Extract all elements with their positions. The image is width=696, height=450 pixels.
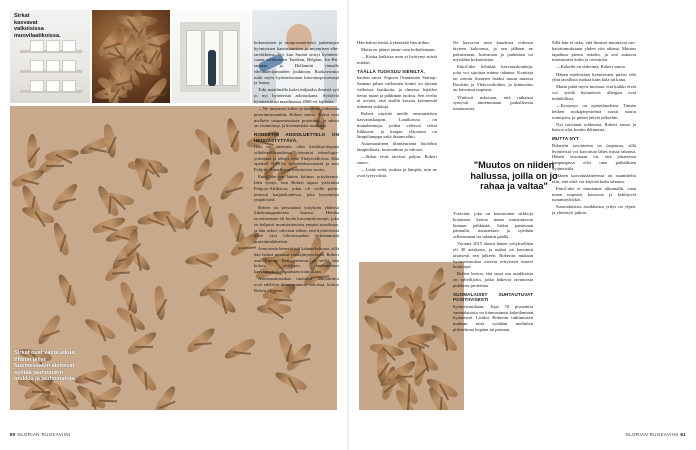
folio-left — [10, 432, 71, 437]
photo-incubator-room — [172, 10, 250, 103]
cricket-shape — [412, 292, 427, 327]
article-column-4 — [552, 40, 636, 412]
column-1-intro — [254, 40, 339, 129]
article-paragraph: —Sirkat eivät tarvitse paljon, Robert sanoo. — [357, 154, 437, 166]
column-2-body — [357, 75, 437, 178]
photo-crickets-small — [359, 262, 464, 410]
cricket-leg-shape — [194, 342, 212, 345]
column-2-intro — [357, 40, 437, 66]
article-paragraph: Sillä hän ei usko, että ihmiset muuttavat ruokatottumuksiaan yhden yön aikana. Muutos tapahtuu pienin askelin, ja sitä auttavat innostuneet kokit ja ravintolat. — [552, 40, 636, 63]
article-paragraph: hyönteisruokaan. Jopa 70 prosenttia suomalaisista on kiinnostunut kokeilemaan hyönteisiä. Lisäksi Robertin tutkimusten mukaan niitä syödään mieluiten piilotettuna leipään tai pastaan. — [453, 303, 533, 332]
cricket-shape — [102, 124, 118, 159]
article-paragraph: Mutta en jäänyt tänne vain kokeilemaan. — [361, 47, 436, 53]
article-paragraph: EntoCube ei muutamat alkumallit, vaan maan nopeasti kasvavat ja kehittyvät tuotantoyksiköt. — [552, 185, 636, 203]
cricket-shape — [225, 117, 241, 152]
article-paragraph: Automaattinen tilanseuranta huolehtii lämpötilasta, kosteudesta ja valosta. — [357, 141, 437, 153]
column-3-end — [453, 304, 533, 333]
article-paragraph: haulon sanoi. Espoon Otaniemen Startup-Saunan pihan valkoinen kontti on täynnä valkoisia laatikoita, ja ilmassa leijailee hento maan ja pähkinän tuoksu. Sen ovelta ei arvaisi, että sisällä kasvaa kymmeniä tuhansia sirkkoja. — [357, 75, 437, 110]
article-paragraph: Robert kertoo, että suuri osa asiakkaista on urheilijoita, jotka hakevat ravinnosta puhdasta proteiinia. — [453, 271, 533, 288]
article-paragraph: Hänen mielestään hyönteisten pitäisi olla yhtä tavallista ruokaa kuin kala tai kana. — [552, 71, 636, 83]
cricket-shape — [74, 368, 109, 387]
cricket-leg-shape — [237, 246, 255, 249]
article-paragraph: Suomalaisista asiakkaista yritys on ylpeä, ja yhteistyö jatkuu. — [552, 204, 636, 216]
article-paragraph: Robert näyttää meille ensimmäisen kasvatuskaapin. Laatikoissa on munakennoja, joiden väleissä sirkat liikkuvat, ja kaapin yläosassa on lämpölamppu sekä ilmanvaihto. — [357, 111, 437, 140]
article-paragraph: —Lisää vettä, ruokaa ja lämpöä, niin ne ovat tyytyväisiä. — [357, 167, 437, 178]
article-paragraph: Mutta pitää myös muistaa, että kaikki eivät voi syödä hyönteisiä; allergiat ovat mahdollisia. — [552, 84, 636, 101]
article-paragraph: kokonaisten ja sataprosenttisesti jauhettujen hyönteisten kasvattamisen ja myymisen elintarvikkeina. Nyt kun Suomi siirtyi hyönteisruuan sallimiseen Tanskan, Belgian, Iso-Britannian ja Hollannin rinnalle edelläkävijämaiden joukkoon, Ruokavirasto tutki myös hyönteisruuan kasvatusprosesseja ja laatua. — [254, 40, 339, 86]
article-paragraph: —Ne tarjoavat aidon ja kestävän ratkaisun proteiininsaantiin, Robert sanoo. Sirkat ovat melkein sataprosenttista proteiinia, ja niissä on vitamiineja ja hivenaineita runsaasti. — [254, 106, 339, 129]
column-3-intro — [453, 40, 533, 112]
article-paragraph: Hän on aiemmin ollut käsikirjoittajana viihdeteollisuudessa, toiminut teknologiayrittäjänä ja tehnyt töitä Yhdysvalloissa. Hän opiskeli NASAn hyönteiskasvatusta ja asui Pohjois-Amerikassa kaksitoista vuotta. — [254, 144, 339, 173]
article-paragraph: Hänen kasvatuslaitteensa on suunniteltu niin, että niitä voi käyttää kuka tahansa. — [552, 172, 636, 184]
article-paragraph: Robert on perustanut yrityksen yhdessä liikekumppaniensa kanssa. Heidän tavoitteenaan oli luoda kasvatuskonsepti, joka on helposti monistettavissa ympäri maailmaa, ja hän uskoo vahvasti siihen, että hyönteisistä tulee yksi tulevaisuuden tärkeimmistä proteiininlähteistä. — [254, 204, 339, 244]
cricket-shape — [126, 329, 159, 357]
article-paragraph: Ystäväni, joka on kasvattanut sirkkoja kotonaan, kertoo maun muistuttavan hieman pähkinää. Sirkat paistetaan pannulla, maustetaan ja syödään sellaisenaan tai salaatin päällä. — [453, 211, 533, 240]
column-2-heading: TÄÄLLÄ TUOKSUU SIENILTÄ, — [357, 68, 425, 74]
article-paragraph: EntoCube on hänen kolmas yrityksensä. Idea syntyi, kun Robert tapasi ystävänsä Pohjois-Afrikassa; jokin oli vialla perinteisessä karjataloudessa, joka kuormittaa ympäristöä. — [254, 174, 339, 203]
caption-crates: Sirkat kasvavat valkoisissa muovilaatikoissa. — [14, 13, 61, 39]
article-paragraph: EntoCube kehittää kasvatuskontteja, joita voi sijoittaa minne tahansa. Kontteja on ostettu Suomen lisäksi muun muassa Ruotsiin ja Yhdysvaltoihin, ja kiinnostus on kasvanut nopeasti. — [453, 64, 533, 93]
cricket-shape — [185, 252, 220, 267]
pull-quote: "Muutos on niiden hallussa, joilla on jo rahaa ja valtaa" — [470, 160, 558, 192]
article-paragraph: Armotonta hänestä tuli käännekohtana, sillä hän halusi muuttaa ruokajärjestelmää. Robert asui Espoon Keilaniemessä, ja siellä hän kokosi yrityksen ensimmäiset kasvatusyksiköt vanhaan toimitilaan. — [254, 246, 339, 275]
photo-roasted-crickets — [92, 10, 170, 103]
column-1-heading: ROBERTIN ANSIOLUETTELO ON HENGÄSTYTTÄVÄ. — [254, 132, 339, 143]
cricket-leg-shape — [135, 346, 153, 348]
cricket-shape — [364, 279, 397, 307]
article-column-3 — [453, 40, 533, 412]
cricket-shape — [141, 76, 170, 103]
article-column-2 — [357, 40, 437, 252]
magazine-section-left: GLORIAN RUOKAVIINI — [17, 432, 71, 437]
page-gutter — [347, 0, 349, 450]
cricket-leg-shape — [46, 165, 64, 167]
column-4-body — [552, 143, 636, 216]
caption-crickets: Sirkat ovat vasta alkua. Yhtiön jäljet Suomessakin alettavat syötää jauhopukin toukkia ja jauhomatoja. — [14, 350, 76, 383]
cricket-leg-shape — [99, 399, 117, 402]
page-number-right: 81 — [680, 432, 686, 437]
column-4-intro — [552, 40, 636, 133]
article-paragraph: Astronauttiruokaa tuottavat laboratoriot ovat edelleen kiinnostuneita sirkoista, kertoo Robert ylpeänä. — [254, 276, 339, 293]
article-paragraph: Vuonna 2015 alussa hänen yrityksellään oli 30 asiakasta, ja määrä on kasvanut tasaisesti sen jälkeen. Robertin mukaan hyönteisruokaa ostavat erityisesti nuoret kuluttajat. — [453, 241, 533, 270]
article-paragraph: Ne kasvavat noin kuudessa viikossa täyteen kokoonsa, ja sen jälkeen ne pakastetaan, kuivataan ja jauhetaan tai myydään kokonaisina. — [453, 40, 533, 63]
column-3-heading: SUOMALAISET SUHTAUTUVAT POSITIIVISESTI — [453, 291, 533, 303]
magazine-section-right: GLORIAN RUOKAVIINI — [625, 432, 679, 437]
cricket-shape — [50, 182, 80, 214]
article-paragraph: —Kokeilu on tärkeintä, Robert sanoo. — [556, 64, 627, 70]
article-paragraph: Robertin tavoitteena on laajentaa, sillä hyönteisiä voi kasvattaa lähes missä tahansa. Hänen visionaan on, että jokaisessa kaupungissa olisi oma paikallinen hyönteistila. — [552, 142, 636, 171]
column-4-heading: MUTTA NYT — [552, 136, 579, 142]
folio-right — [625, 432, 686, 437]
column-1-body — [254, 144, 339, 293]
page-number-left: 80 — [10, 432, 16, 437]
article-column-1 — [254, 40, 339, 412]
article-paragraph: —Kysymys on epäreiluudesta. Tämän hetken ruokajärjestelmä suosii suuria toimijoita, ja pienet jäävät jalkoihin. — [552, 103, 636, 120]
cricket-shape — [184, 325, 217, 354]
article-paragraph: Toki maailmalla kaksi miljardia ihmistä syö jo nyt hyönteisiä arkiruokana. Syötäviä hyönteisiä on maailmassa 2000 eri lajiketta. — [254, 87, 339, 104]
column-3-body — [453, 211, 533, 289]
article-paragraph: —Koska kaikissa muu ei hyötynyt niistä mitään. — [357, 54, 437, 66]
cricket-shape — [223, 336, 258, 361]
article-paragraph: Yhtiössä uskotaan, että ratkaisut syntyvät nimenomaan paikallisesta tuotannosta. — [453, 94, 533, 112]
article-paragraph: Hän halusi tietää, kykeniskö hän niihin. — [357, 40, 430, 45]
article-paragraph: Nyt tarvitaan rohkeutta, Robert sanoo ja katsoo ulos kontin ikkunasta. — [552, 121, 636, 133]
